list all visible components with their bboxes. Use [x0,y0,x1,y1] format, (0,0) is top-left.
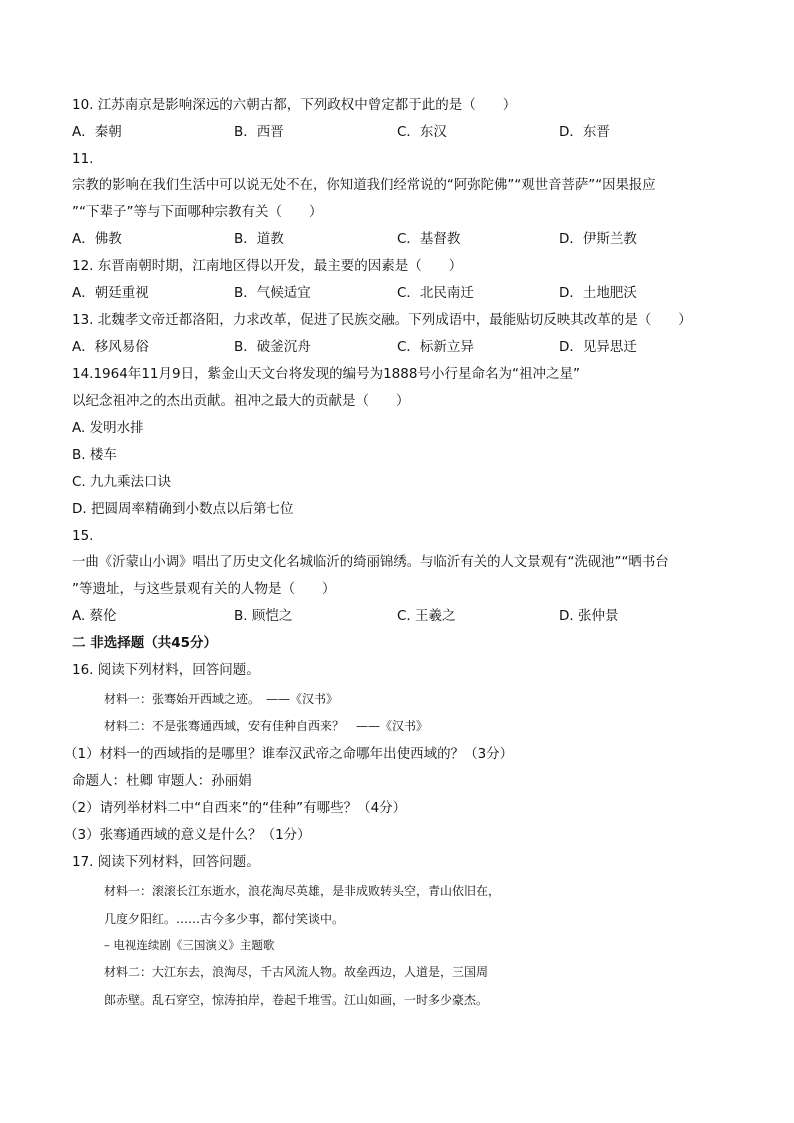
question-13-option-b: B．破釜沉舟 [234,339,311,355]
question-14-option-d: D. 把圆周率精确到小数点以后第七位 [72,501,294,517]
question-12-option-a: A．朝廷重视 [72,285,149,301]
question-14-stem-line2: 以纪念祖冲之的杰出贡献。祖冲之最大的贡献是（ ） [72,393,410,409]
question-15-option-c: C. 王羲之 [397,608,456,624]
question-14-option-b: B. 楼车 [72,447,117,463]
question-11-option-d: D．伊斯兰教 [559,231,637,247]
question-16-sub-2: （2）请列举材料二中“自西来”的“佳种”有哪些？（4分） [64,800,407,816]
question-10-option-b: B．西晋 [234,124,284,140]
question-13-option-a: A．移风易俗 [72,339,149,355]
question-13-option-d: D．见异思迁 [559,339,637,355]
question-17-stem: 17. 阅读下列材料，回答问题。 [72,854,260,870]
question-14-option-c: C. 九九乘法口诀 [72,474,172,490]
question-12-stem: 12. 东晋南朝时期，江南地区得以开发，最主要的因素是（ ） [72,258,463,274]
question-17-material-2-line1: 材料二：大江东去，浪淘尽，千古风流人物。故垒西边，人道是，三国周 [104,965,489,979]
question-10-option-c: C．东汉 [397,124,447,140]
question-15-option-b: B. 顾恺之 [234,608,293,624]
question-10-option-d: D．东晋 [559,124,610,140]
question-14-option-a: A. 发明水排 [72,420,144,436]
question-11-option-c: C．基督教 [397,231,461,247]
question-13-option-c: C．标新立异 [397,339,474,355]
question-10-option-a: A．秦朝 [72,124,122,140]
question-15-option-a: A. 蔡伦 [72,608,117,624]
question-12-option-b: B．气候适宜 [234,285,311,301]
question-15-stem-line1: 一曲《沂蒙山小调》唱出了历史文化名城临沂的绮丽锦绣。与临沂有关的人文景观有“洗砚池”“晒书台 [72,555,669,570]
question-16-stem: 16. 阅读下列材料，回答问题。 [72,662,260,678]
question-17-material-2-line2: 郎赤壁。乱石穿空，惊涛拍岸，卷起千堆雪。江山如画，一时多少豪杰。 [104,993,489,1007]
question-16-sub-3: （3）张骞通西域的意义是什么？（1分） [64,827,311,843]
section-heading: 二 非选择题（共45分） [72,635,217,651]
question-11-number: 11. [72,151,94,167]
question-16-material-1: 材料一：张骞始开西域之迹。 ——《汉书》 [104,692,339,706]
question-11-stem-line1: 宗教的影响在我们生活中可以说无处不在，你知道我们经常说的“阿弥陀佛”“观世音菩萨”“因果报应 [72,178,656,193]
question-15-stem-line2: ”等遗址，与这些景观有关的人物是（ ） [72,581,336,597]
question-11-option-b: B．道教 [234,231,284,247]
question-14-stem-line1: 14.1964年11月9日，紫金山天文台将发现的编号为1888号小行星命名为“祖冲之星” [72,366,580,382]
question-12-option-c: C．北民南迁 [397,285,474,301]
question-17-material-1-source: – 电视连续剧《三国演义》主题歌 [104,938,275,952]
question-17-material-1-line1: 材料一：滚滚长江东逝水，浪花淘尽英雄，是非成败转头空，青山依旧在， [104,884,501,898]
question-16-sub-1: （1）材料一的西域指的是哪里？谁奉汉武帝之命哪年出使西域的？（3分） [64,746,514,762]
question-15-option-d: D. 张仲景 [559,608,619,624]
question-13-stem: 13. 北魏孝文帝迁都洛阳，力求改革，促进了民族交融。下列成语中，最能贴切反映其改革的是（ ） [72,312,692,328]
question-11-option-a: A．佛教 [72,231,122,247]
question-12-option-d: D．土地肥沃 [559,285,637,301]
question-17-material-1-line2: 几度夕阳红。……古今多少事，都付笑谈中。 [104,912,345,926]
question-11-stem-line2: ”“下辈子”等与下面哪种宗教有关（ ） [72,204,323,220]
question-10-stem: 10. 江苏南京是影响深远的六朝古都，下列政权中曾定都于此的是（ ） [72,97,517,113]
question-author-line: 命题人：杜卿 审题人：孙丽娟 [72,773,252,789]
question-15-number: 15. [72,528,94,544]
question-16-material-2: 材料二：不是张骞通西域，安有佳种自西来？ ——《汉书》 [104,719,429,733]
